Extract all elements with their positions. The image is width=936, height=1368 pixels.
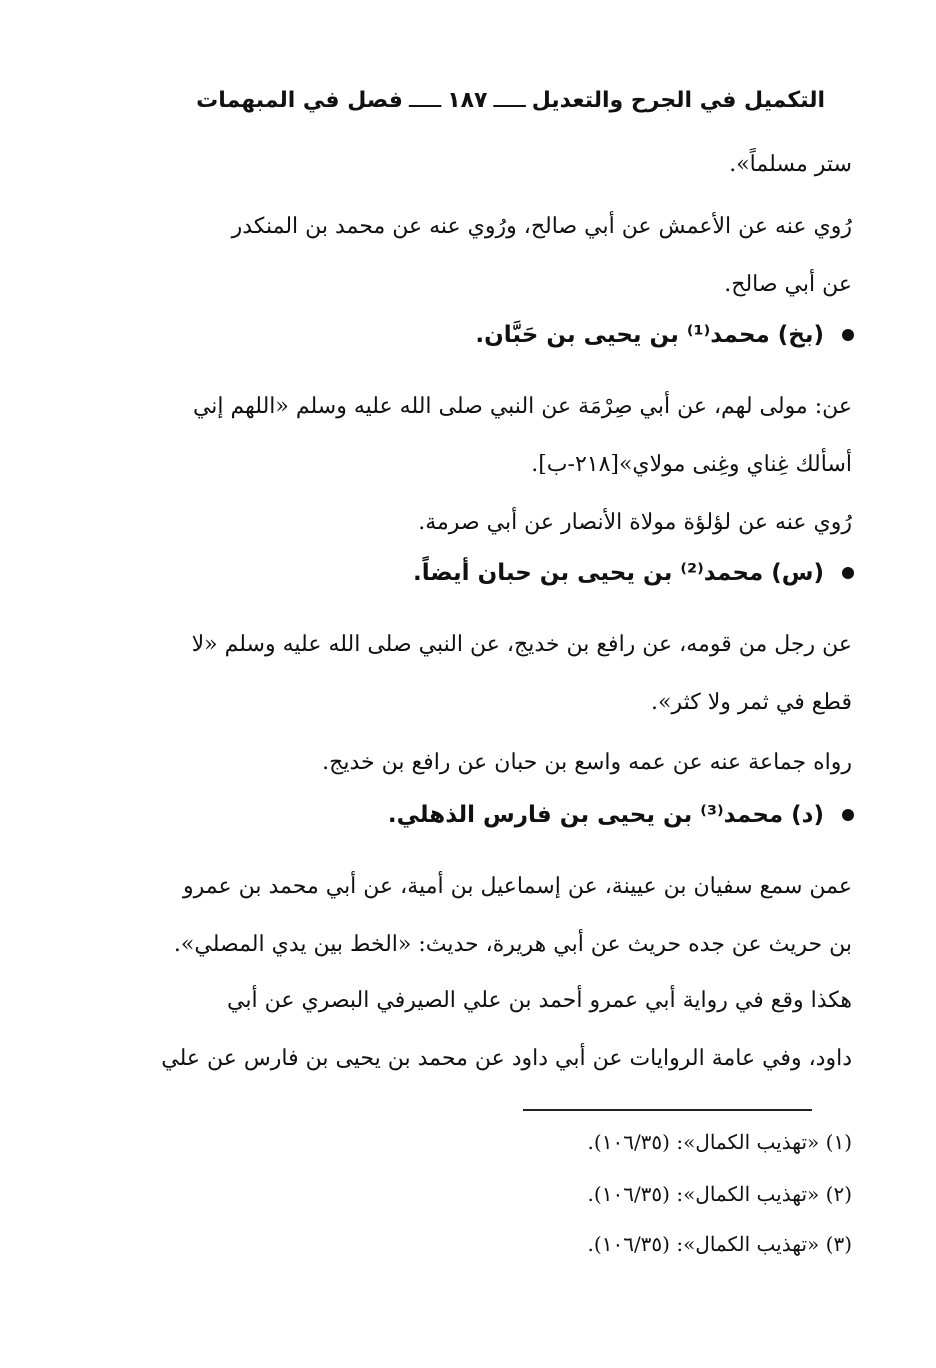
text-line: عن أبي صالح. [724, 272, 852, 297]
paragraph [140, 494, 852, 552]
narrator-entry [413, 560, 854, 586]
text-line: بن حريث عن جده حريث عن أبي هريرة، حديث: «الخط بين يدي المصلي». [173, 932, 852, 957]
paragraph [140, 378, 852, 494]
paragraph [140, 136, 852, 194]
narrator-entry [388, 802, 854, 828]
page-number: ١٨٧ [447, 87, 488, 113]
footnote: (٣) «تهذيب الكمال»: (١٠٦/٣٥). [587, 1232, 852, 1256]
text-line: عن رجل من قومه، عن رافع بن خديج، عن النبي صلى الله عليه وسلم «لا [191, 632, 852, 657]
text-line: عن: مولى لهم، عن أبي صِرْمَة عن النبي صلى الله عليه وسلم «اللهم إني [192, 394, 852, 419]
text-line: رُوي عنه عن الأعمش عن أبي صالح، ورُوي عنه عن محمد بن المنكدر [231, 214, 852, 239]
header-separator: ـــــ [493, 87, 526, 113]
text-line: عمن سمع سفيان بن عيينة، عن إسماعيل بن أمية، عن أبي محمد بن عمرو [183, 874, 852, 899]
paragraph [140, 734, 852, 792]
text-line: هكذا وقع في رواية أبي عمرو أحمد بن علي الصيرفي البصري عن أبي [227, 988, 852, 1013]
footnote: (٢) «تهذيب الكمال»: (١٠٦/٣٥). [587, 1182, 852, 1206]
bullet-icon [842, 567, 854, 579]
text-line: قطع في ثمر ولا كثر». [651, 690, 852, 715]
section-title: فصل في المبهمات [196, 87, 403, 113]
paragraph [140, 616, 852, 732]
narrator-entry [475, 322, 854, 348]
paragraph [140, 858, 852, 974]
entry-heading: (س) محمد⁽²⁾ بن يحيى بن حبان أيضاً. [413, 560, 824, 586]
text-line: داود، وفي عامة الروايات عن أبي داود عن محمد بن يحيى بن فارس عن علي [161, 1046, 852, 1071]
paragraph [140, 972, 852, 1088]
header-separator: ـــــ [408, 87, 442, 113]
text-line: رُوي عنه عن لؤلؤة مولاة الأنصار عن أبي صرمة. [418, 510, 852, 535]
footnote-separator [523, 1109, 812, 1111]
bullet-icon [842, 329, 854, 341]
entry-heading: (بخ) محمد⁽¹⁾ بن يحيى بن حَبَّان. [475, 322, 824, 348]
entry-heading: (د) محمد⁽³⁾ بن يحيى بن فارس الذهلي. [387, 802, 824, 828]
footnote: (١) «تهذيب الكمال»: (١٠٦/٣٥). [587, 1130, 852, 1154]
text-line: رواه جماعة عنه عن عمه واسع بن حبان عن رافع بن خديج. [322, 750, 852, 775]
paragraph [140, 198, 852, 314]
book-title: التكميل في الجرح والتعديل [531, 87, 825, 113]
running-header [196, 76, 825, 124]
bullet-icon [842, 809, 854, 821]
text-line: أسألك غِناي وغِنى مولاي»[٢١٨-ب]. [531, 452, 852, 477]
text-line: ستر مسلماً». [729, 152, 852, 177]
